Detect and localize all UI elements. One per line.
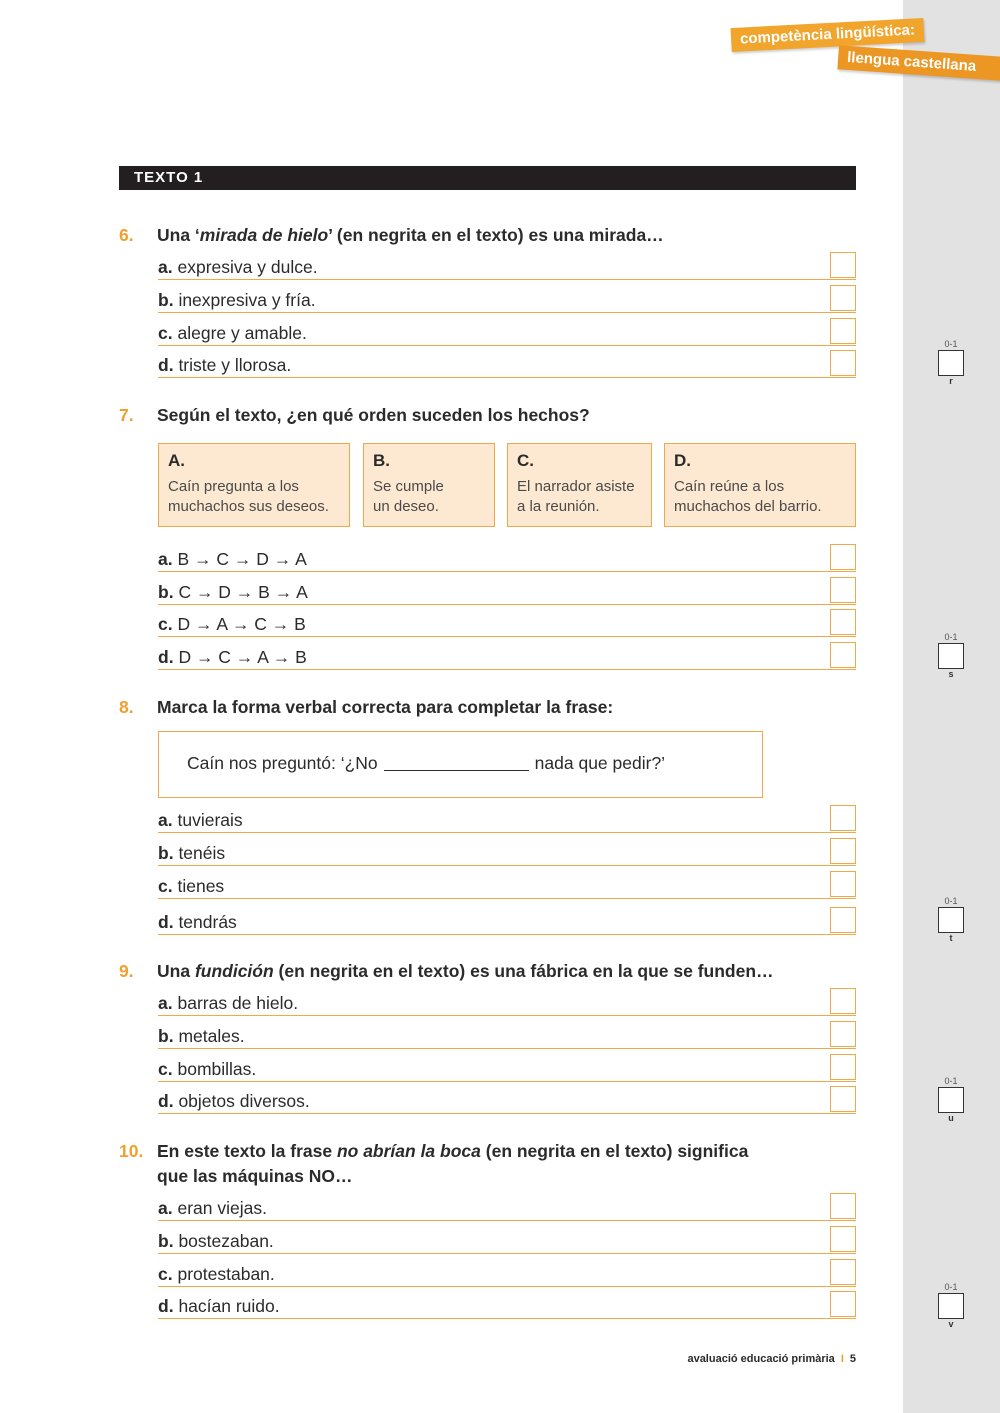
option-text: D → C → A → B xyxy=(178,647,307,667)
option-text: bombillas. xyxy=(177,1059,257,1079)
option-letter: b. xyxy=(158,1231,174,1251)
score-box-u xyxy=(938,1076,964,1124)
answer-checkbox[interactable] xyxy=(830,252,856,278)
event-card-d xyxy=(664,443,856,527)
answer-checkbox[interactable] xyxy=(830,1226,856,1252)
answer-checkbox[interactable] xyxy=(830,1021,856,1047)
score-code: t xyxy=(949,933,953,943)
q10-option-b xyxy=(158,1228,856,1254)
option-text: hacían ruido. xyxy=(178,1296,280,1316)
sentence-text: nada que pedir?’ xyxy=(534,753,666,773)
q9-option-c xyxy=(158,1056,856,1082)
answer-checkbox[interactable] xyxy=(830,1259,856,1285)
option-letter: a. xyxy=(158,993,173,1013)
question-7 xyxy=(119,403,839,428)
score-code: s xyxy=(948,669,954,679)
q10-option-c xyxy=(158,1261,856,1287)
q8-option-a xyxy=(158,807,856,833)
margin-strip xyxy=(903,0,1000,1413)
option-letter: c. xyxy=(158,1059,173,1079)
card-letter: D. xyxy=(674,451,691,470)
card-text: Caín pregunta a los xyxy=(168,478,299,495)
question-text xyxy=(157,1139,859,1189)
option-text: metales. xyxy=(178,1026,245,1046)
q10-option-a xyxy=(158,1195,856,1221)
question-text-part: que las máquinas NO… xyxy=(157,1166,353,1186)
card-text: Se cumple xyxy=(373,478,444,495)
option-letter: a. xyxy=(158,1198,173,1218)
option-text: eran viejas. xyxy=(177,1198,267,1218)
option-text: expresiva y dulce. xyxy=(177,257,318,277)
q6-option-c xyxy=(158,320,856,346)
score-code: u xyxy=(948,1113,954,1123)
section-title: TEXTO 1 xyxy=(119,166,856,190)
question-text-emphasis: no abrían la boca xyxy=(336,1141,481,1161)
option-letter: b. xyxy=(158,1026,174,1046)
sentence-blank xyxy=(384,755,529,771)
score-box-t xyxy=(938,896,964,944)
question-text-part: (en negrita en el texto) significa xyxy=(480,1141,749,1161)
q6-option-b xyxy=(158,287,856,313)
option-text: D → A → C → B xyxy=(177,614,306,634)
card-text: Caín reúne a los xyxy=(674,478,785,495)
score-box-s xyxy=(938,632,964,680)
answer-checkbox[interactable] xyxy=(830,805,856,831)
sentence-box xyxy=(158,731,763,798)
card-text: muchachos sus deseos. xyxy=(168,498,329,515)
card-text: un deseo. xyxy=(373,498,439,515)
option-text: tuvierais xyxy=(177,810,243,830)
option-letter: b. xyxy=(158,582,174,602)
score-code: v xyxy=(948,1319,954,1329)
question-text-part: Una xyxy=(157,961,195,981)
answer-checkbox[interactable] xyxy=(830,544,856,570)
answer-checkbox[interactable] xyxy=(830,609,856,635)
page-footer xyxy=(600,1353,856,1365)
option-letter: c. xyxy=(158,1264,173,1284)
footer-text: avaluació educació primària xyxy=(687,1353,835,1365)
q7-option-a xyxy=(158,546,856,572)
option-text: tenéis xyxy=(178,843,226,863)
question-text xyxy=(157,959,839,984)
q7-option-c xyxy=(158,611,856,637)
score-box-r xyxy=(938,339,964,387)
option-text: objetos diversos. xyxy=(178,1091,310,1111)
question-text: Marca la forma verbal correcta para completar la frase: xyxy=(157,697,614,717)
option-letter: a. xyxy=(158,810,173,830)
option-letter: c. xyxy=(158,876,173,896)
question-text-part: (en negrita en el texto) es una fábrica en la que se funden… xyxy=(273,961,774,981)
answer-checkbox[interactable] xyxy=(830,1054,856,1080)
question-number: 8. xyxy=(119,697,134,717)
answer-checkbox[interactable] xyxy=(830,642,856,668)
option-letter: a. xyxy=(158,549,173,569)
score-code: r xyxy=(949,376,953,386)
score-label: 0-1 xyxy=(944,896,958,906)
question-6 xyxy=(119,223,839,248)
score-label: 0-1 xyxy=(944,339,958,349)
option-text: B → C → D → A xyxy=(177,549,307,569)
answer-checkbox[interactable] xyxy=(830,318,856,344)
score-label: 0-1 xyxy=(944,632,958,642)
question-number: 7. xyxy=(119,405,134,425)
question-number: 9. xyxy=(119,961,134,981)
event-card-a xyxy=(158,443,350,527)
answer-checkbox[interactable] xyxy=(830,1086,856,1112)
option-letter: b. xyxy=(158,843,174,863)
question-8 xyxy=(119,695,839,720)
q8-option-b xyxy=(158,840,856,866)
answer-checkbox[interactable] xyxy=(830,285,856,311)
sentence-text: Caín nos preguntó: ‘¿No xyxy=(187,753,378,773)
answer-checkbox[interactable] xyxy=(830,907,856,933)
question-text-part: En este texto la frase xyxy=(157,1141,337,1161)
q9-option-d xyxy=(158,1088,856,1114)
option-letter: d. xyxy=(158,1091,174,1111)
option-text: bostezaban. xyxy=(178,1231,274,1251)
footer-separator: I xyxy=(840,1353,844,1365)
answer-checkbox[interactable] xyxy=(830,838,856,864)
option-text: tienes xyxy=(177,876,225,896)
score-label: 0-1 xyxy=(944,1282,958,1292)
question-text-part: Una ‘ xyxy=(157,225,200,245)
question-text xyxy=(157,223,839,248)
answer-checkbox[interactable] xyxy=(830,1193,856,1219)
option-text: triste y llorosa. xyxy=(178,355,292,375)
card-text: muchachos del barrio. xyxy=(674,498,822,515)
question-text: Según el texto, ¿en qué orden suceden los hechos? xyxy=(157,405,590,425)
option-letter: b. xyxy=(158,290,174,310)
card-text: a la reunión. xyxy=(517,498,600,515)
score-input[interactable] xyxy=(938,907,964,933)
subject-tag-line2: llengua castellana xyxy=(837,45,1000,80)
question-10 xyxy=(119,1139,859,1189)
option-text: tendrás xyxy=(178,912,237,932)
q7-option-d xyxy=(158,644,856,670)
option-letter: d. xyxy=(158,355,174,375)
answer-checkbox[interactable] xyxy=(830,871,856,897)
question-text-part: ’ (en negrita en el texto) es una mirada… xyxy=(328,225,664,245)
card-text: El narrador asiste xyxy=(517,478,635,495)
question-number: 10. xyxy=(119,1141,144,1161)
option-text: inexpresiva y fría. xyxy=(178,290,316,310)
answer-checkbox[interactable] xyxy=(830,1291,856,1317)
q9-option-a xyxy=(158,990,856,1016)
option-letter: c. xyxy=(158,323,173,343)
answer-checkbox[interactable] xyxy=(830,988,856,1014)
q6-option-a xyxy=(158,254,856,280)
option-letter: d. xyxy=(158,1296,174,1316)
option-letter: d. xyxy=(158,912,174,932)
q10-option-d xyxy=(158,1293,856,1319)
q9-option-b xyxy=(158,1023,856,1049)
card-letter: A. xyxy=(168,451,185,470)
question-9 xyxy=(119,959,839,984)
score-input[interactable] xyxy=(938,350,964,376)
card-letter: C. xyxy=(517,451,534,470)
score-box-v xyxy=(938,1282,964,1330)
q7-option-b xyxy=(158,579,856,605)
question-number: 6. xyxy=(119,225,134,245)
option-text: C → D → B → A xyxy=(178,582,308,602)
score-input[interactable] xyxy=(938,1293,964,1319)
subject-tag-line1: competència lingüística: xyxy=(731,18,925,52)
card-letter: B. xyxy=(373,451,390,470)
question-text-emphasis: mirada de hielo xyxy=(199,225,329,245)
option-text: alegre y amable. xyxy=(177,323,307,343)
score-input[interactable] xyxy=(938,1087,964,1113)
event-card-c xyxy=(507,443,652,527)
option-text: protestaban. xyxy=(177,1264,275,1284)
question-text-emphasis: fundición xyxy=(194,961,274,981)
event-card-b xyxy=(363,443,495,527)
option-letter: c. xyxy=(158,614,173,634)
page-number: 5 xyxy=(849,1353,856,1365)
q8-option-c xyxy=(158,873,856,899)
option-letter: a. xyxy=(158,257,173,277)
q8-option-d xyxy=(158,909,856,935)
option-text: barras de hielo. xyxy=(177,993,299,1013)
option-letter: d. xyxy=(158,647,174,667)
score-input[interactable] xyxy=(938,643,964,669)
answer-checkbox[interactable] xyxy=(830,350,856,376)
q6-option-d xyxy=(158,352,856,378)
answer-checkbox[interactable] xyxy=(830,577,856,603)
score-label: 0-1 xyxy=(944,1076,958,1086)
